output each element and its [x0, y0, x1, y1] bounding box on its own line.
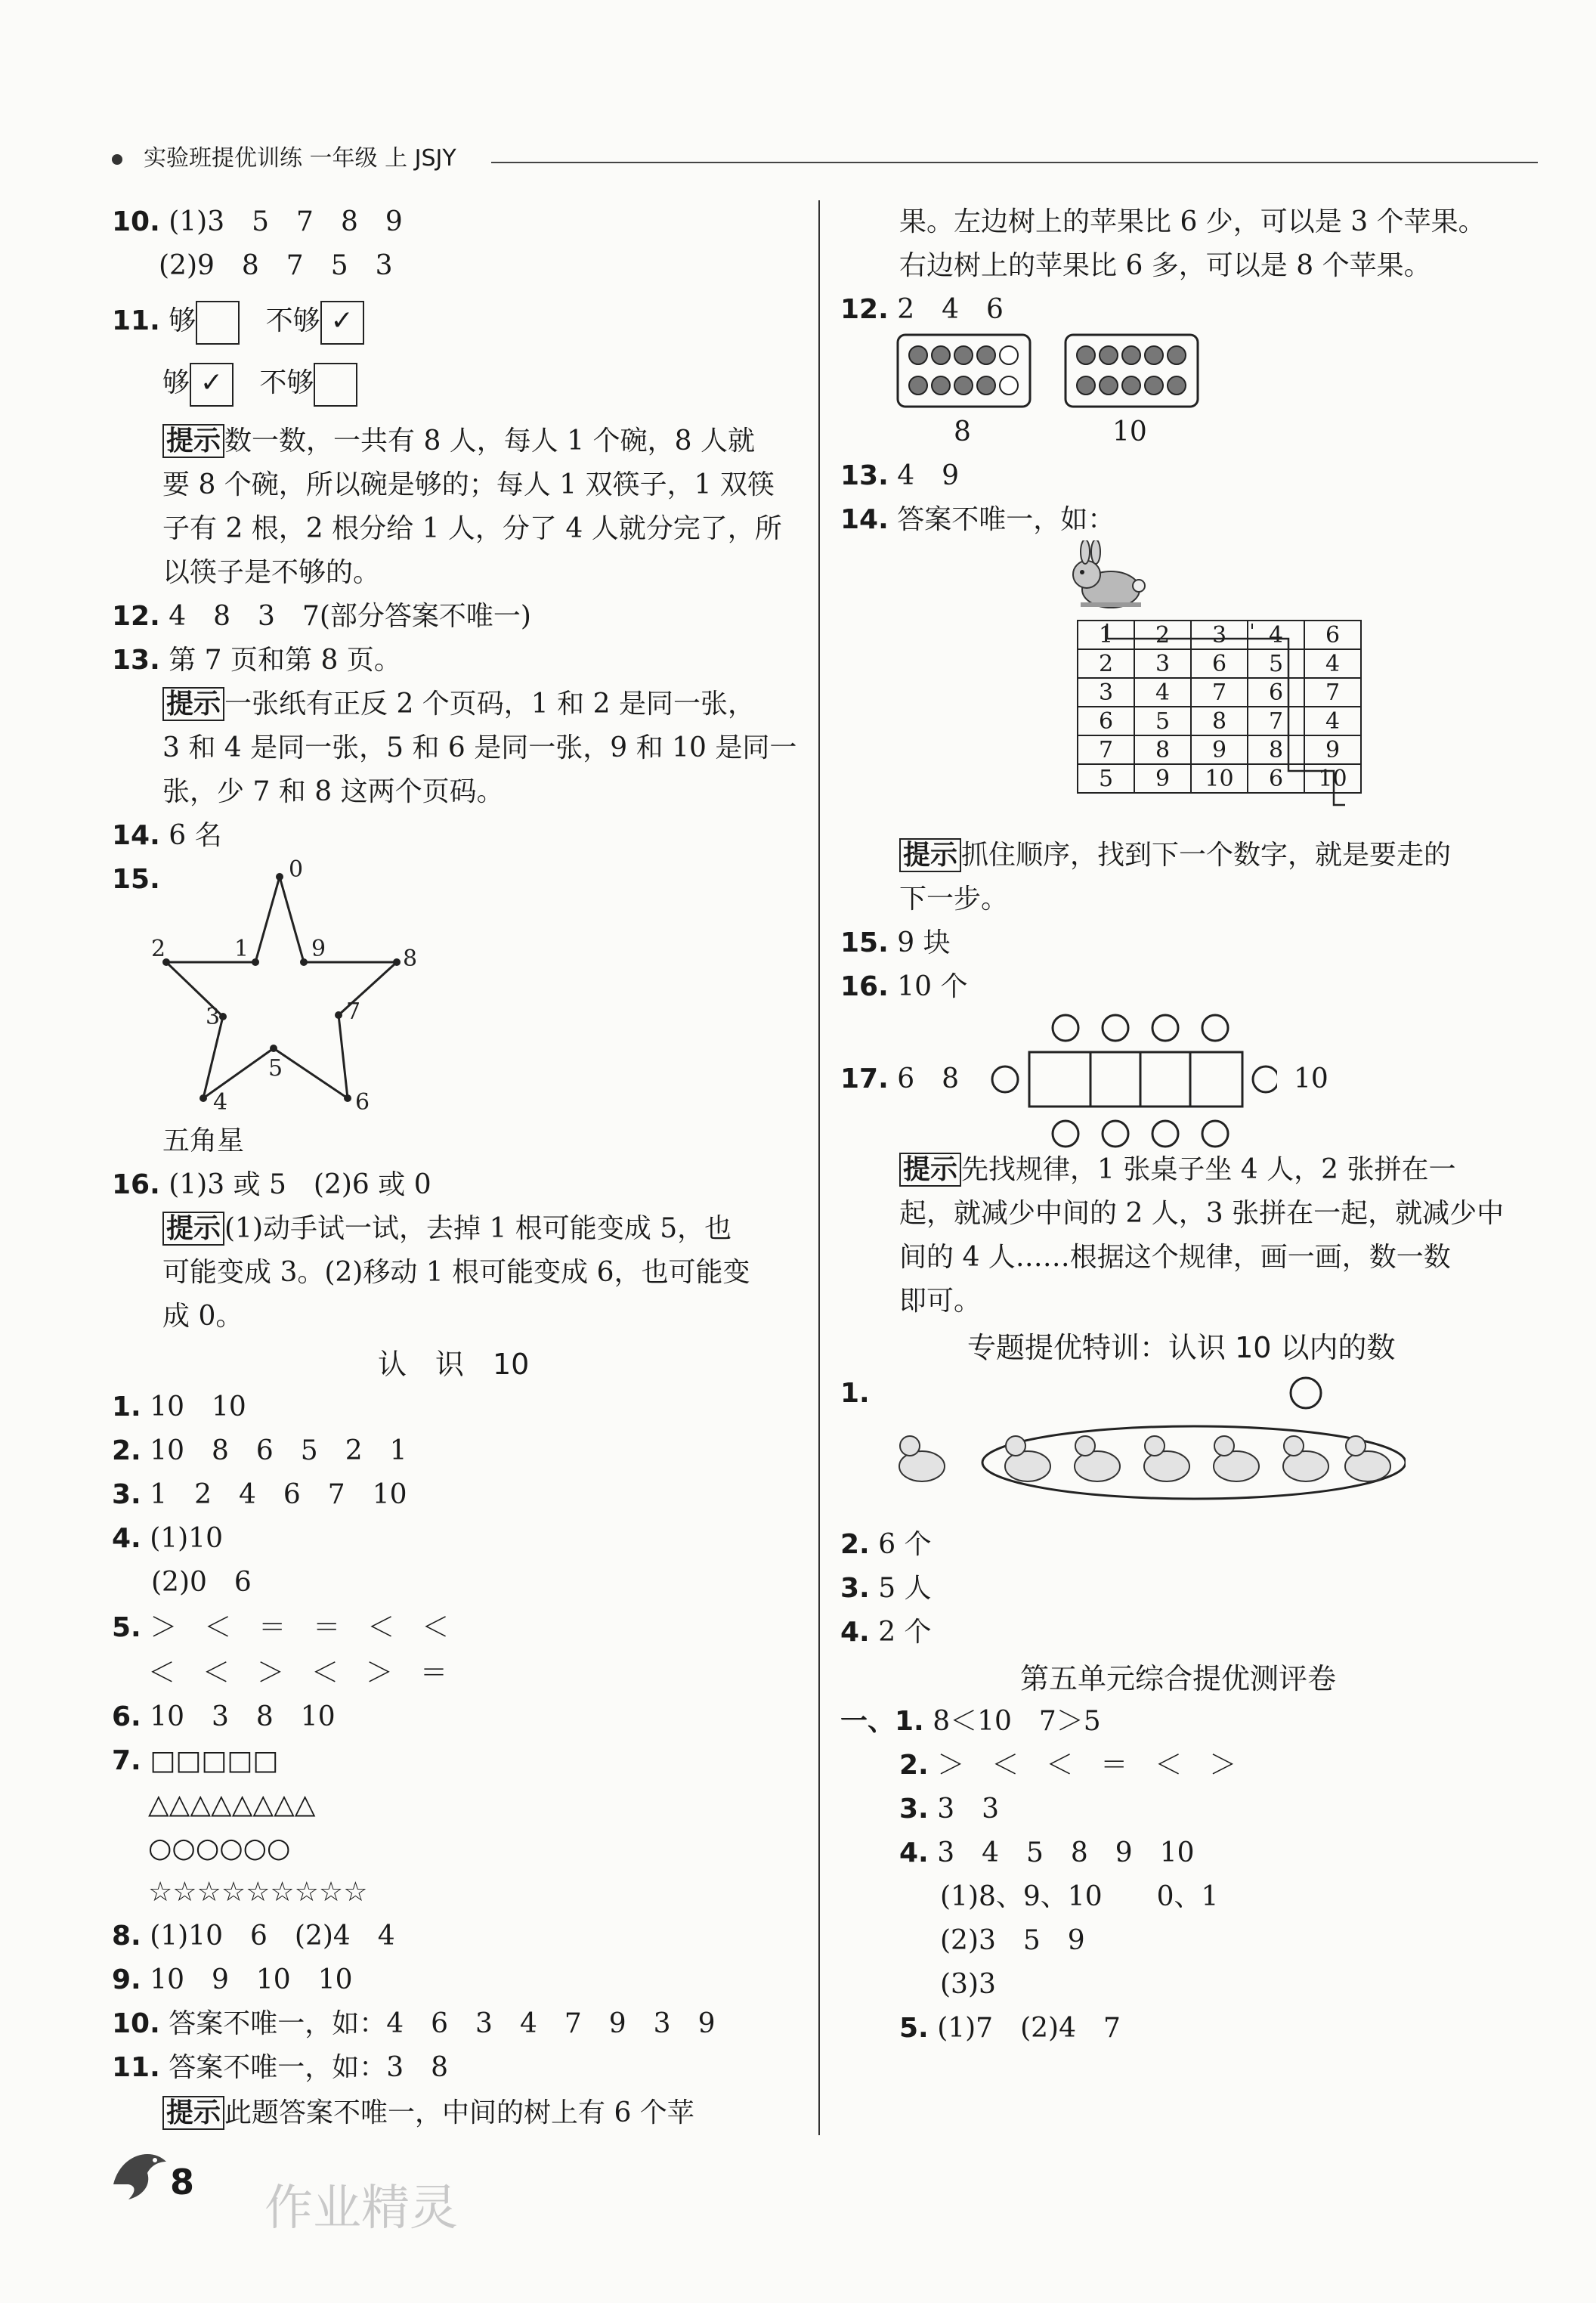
- maze-cell: 4: [1304, 649, 1361, 678]
- question-16: 16. (1)3 或 5 (2)6 或 0: [112, 1169, 431, 1200]
- hint-11-line2: 要 8 个碗，所以碗是够的；每人 1 双筷子，1 双筷: [162, 469, 775, 500]
- maze-cell: 7: [1304, 678, 1361, 707]
- maze-cell: 3: [1134, 649, 1191, 678]
- bead-frame-10: [1066, 335, 1198, 407]
- column-divider: [818, 200, 820, 2135]
- star-label-1: 1: [234, 936, 249, 962]
- know10-q2: 2. 10 8 6 5 2 1: [112, 1435, 407, 1466]
- know10-q7: 7. □□□□□: [112, 1745, 279, 1776]
- bead-frame-8: [898, 335, 1030, 407]
- maze-cell: 8: [1191, 707, 1248, 735]
- question-11-row2: 够 ✓ 不够: [162, 363, 357, 407]
- know10-q7-stars: ☆☆☆☆☆☆☆☆☆: [148, 1877, 368, 1908]
- maze-cell: 7: [1248, 707, 1304, 735]
- special-q2: 2. 6 个: [840, 1529, 932, 1560]
- answer-10-2: (2)9 8 7 5 3: [159, 250, 393, 281]
- know10-q9: 9. 10 9 10 10: [112, 1964, 353, 1995]
- bead-label-8: 8: [954, 416, 971, 447]
- hint-r14-line2: 下一步。: [899, 884, 1009, 915]
- r-question-17-answer: 10: [1294, 1063, 1328, 1094]
- maze-row: [1078, 649, 1361, 678]
- bead-label-10: 10: [1112, 416, 1147, 447]
- checkbox-checked: ✓: [320, 301, 364, 345]
- maze-cell: 10: [1191, 764, 1248, 793]
- star-label-2: 2: [151, 936, 166, 962]
- maze-cell: 8: [1248, 735, 1304, 764]
- maze-cell: 3: [1078, 678, 1134, 707]
- maze-row: [1078, 707, 1361, 735]
- continued-hint-line2: 右边树上的苹果比 6 多，可以是 8 个苹果。: [899, 250, 1431, 281]
- maze-cell: 2: [1134, 621, 1191, 649]
- r-question-15: 15. 9 块: [840, 927, 951, 958]
- maze-cell: 9: [1134, 764, 1191, 793]
- page-number: 8: [170, 2162, 195, 2202]
- maze-cell: 4: [1248, 621, 1304, 649]
- section-title-know-10: 认 识 10: [378, 1348, 530, 1381]
- unit-test-title: 第五单元综合提优测评卷: [1020, 1662, 1337, 1695]
- star-label-0: 0: [289, 856, 304, 883]
- maze-cell: 6: [1248, 764, 1304, 793]
- maze-cell: 7: [1191, 678, 1248, 707]
- header-dot: [112, 154, 122, 165]
- checkbox-checked: ✓: [190, 363, 234, 407]
- know10-q11: 11. 答案不唯一，如：3 8: [112, 2052, 449, 2083]
- know10-q3: 3. 1 2 4 6 7 10: [112, 1479, 407, 1510]
- hint-r14-line1: 提示 抓住顺序，找到下一个数字，就是要走的: [899, 839, 1451, 872]
- maze-cell: 9: [1191, 735, 1248, 764]
- duck-icon: [1283, 1436, 1328, 1481]
- maze-cell: 5: [1134, 707, 1191, 735]
- checkbox-empty: [196, 301, 240, 345]
- know10-q4: 4. (1)10: [112, 1523, 223, 1554]
- know10-q7-triangles: △△△△△△△△: [148, 1789, 316, 1820]
- maze-cell: 6: [1078, 707, 1134, 735]
- hint-r17-line1: 提示 先找规律，1 张桌子坐 4 人，2 张拼在一: [899, 1153, 1456, 1187]
- duck-icon: [899, 1436, 945, 1481]
- hint-13-line1: 提示 一张纸有正反 2 个页码，1 和 2 是同一张，: [162, 688, 755, 721]
- ducks-diagram: [877, 1372, 1406, 1508]
- hint-11-line1: 提示 数一数，一共有 8 人，每人 1 个碗，8 人就: [162, 425, 755, 458]
- know10-q8: 8. (1)10 6 (2)4 4: [112, 1921, 395, 1952]
- header-rule: [491, 162, 1538, 163]
- maze-cell: 6: [1304, 621, 1361, 649]
- question-10: 10. (1)3 5 7 8 9: [112, 206, 403, 237]
- star-label-7: 7: [346, 998, 361, 1025]
- hint-know10-11: 提示 此题答案不唯一，中间的树上有 6 个苹: [162, 2097, 694, 2130]
- tables-diagram: [982, 1013, 1277, 1156]
- duck-icon: [1144, 1436, 1189, 1481]
- maze-cell: 8: [1134, 735, 1191, 764]
- know10-q4-2: (2)0 6: [151, 1567, 252, 1598]
- hint-11-line3: 子有 2 根，2 根分给 1 人，分了 4 人就分完了，所: [162, 513, 782, 544]
- maze-cell: 4: [1304, 707, 1361, 735]
- maze-cell: 7: [1078, 735, 1134, 764]
- question-14: 14. 6 名: [112, 820, 222, 851]
- hint-16-line2: 可能变成 3。(2)移动 1 根可能变成 6，也可能变: [162, 1257, 750, 1288]
- r-question-12: 12. 2 4 6: [840, 294, 1004, 325]
- special-section-title: 专题提优特训：认识 10 以内的数: [967, 1331, 1396, 1364]
- hint-16-line1: 提示 (1)动手试一试，去掉 1 根可能变成 5，也: [162, 1212, 732, 1246]
- special-q4: 4. 2 个: [840, 1617, 932, 1648]
- watermark-text: 作业精灵: [264, 2181, 458, 2236]
- know10-q6: 6. 10 3 8 10: [112, 1701, 336, 1732]
- know10-q7-circles: ○○○○○○: [148, 1833, 291, 1864]
- star-label-8: 8: [403, 946, 418, 972]
- hint-13-line3: 张，少 7 和 8 这两个页码。: [162, 776, 504, 807]
- rabbit-image: [1066, 540, 1149, 612]
- maze-cell: 9: [1304, 735, 1361, 764]
- hint-r17-line2: 起，就减少中间的 2 人，3 张拼在一起，就减少中: [899, 1198, 1505, 1229]
- maze-cell: 4: [1134, 678, 1191, 707]
- know10-q1: 1. 10 10: [112, 1391, 246, 1422]
- star-label-4: 4: [213, 1089, 228, 1111]
- r-question-13: 13. 4 9: [840, 460, 960, 491]
- maze-row: [1078, 678, 1361, 707]
- question-15: 15.: [112, 864, 160, 895]
- question-11-row1: 11. 够 不够 ✓: [112, 301, 364, 345]
- maze-row: [1078, 735, 1361, 764]
- star-label-6: 6: [355, 1089, 370, 1111]
- maze-cell: 1: [1078, 621, 1134, 649]
- unit-q4: 4. 3 4 5 8 9 10: [899, 1837, 1195, 1868]
- unit-q4-3: (3)3: [940, 1969, 996, 2000]
- r-question-14: 14. 答案不唯一，如：: [840, 504, 1115, 535]
- maze-row: [1078, 764, 1361, 793]
- star-caption: 五角星: [162, 1125, 245, 1156]
- special-q3: 3. 5 人: [840, 1573, 932, 1604]
- star-label-3: 3: [206, 1004, 221, 1030]
- unit-q5: 5. (1)7 (2)4 7: [899, 2013, 1121, 2044]
- maze-cell: 5: [1078, 764, 1134, 793]
- unit-q4-1: (1)8、9、10 0、1: [940, 1881, 1219, 1912]
- question-13: 13. 第 7 页和第 8 页。: [112, 645, 401, 676]
- dolphin-logo-icon: [106, 2139, 174, 2207]
- star-label-9: 9: [311, 936, 326, 962]
- maze-row: [1078, 621, 1361, 649]
- continued-hint-line1: 果。左边树上的苹果比 6 少，可以是 3 个苹果。: [899, 206, 1486, 237]
- maze-cell: 6: [1191, 649, 1248, 678]
- r-question-16: 16. 10 个: [840, 971, 968, 1002]
- maze-cell: 10: [1304, 764, 1361, 793]
- header-title: 实验班提优训练 一年级 上 JSJY: [144, 145, 456, 172]
- unit-q2: 2. ＞ ＜ ＜ ＝ ＜ ＞: [899, 1750, 1237, 1781]
- unit-q1: 一、1. 8＜10 7＞5: [840, 1706, 1101, 1737]
- know10-q5-2: ＜ ＜ ＞ ＜ ＞ ＝: [148, 1658, 448, 1689]
- hint-16-line3: 成 0。: [162, 1301, 243, 1332]
- hint-r17-line3: 间的 4 人……根据这个规律，画一画，数一数: [899, 1242, 1451, 1273]
- duck-icon: [1075, 1436, 1120, 1481]
- duck-icon: [1005, 1436, 1050, 1481]
- number-maze-grid: [1077, 620, 1362, 794]
- duck-icon: [1214, 1436, 1259, 1481]
- know10-q5: 5. ＞ ＜ ＝ ＝ ＜ ＜: [112, 1612, 450, 1643]
- hint-11-line4: 以筷子是不够的。: [162, 557, 381, 588]
- maze-cell: 5: [1248, 649, 1304, 678]
- star-diagram: [144, 854, 431, 1111]
- hint-13-line2: 3 和 4 是同一张，5 和 6 是同一张，9 和 10 是同一: [162, 732, 797, 763]
- r-question-17: 17. 6 8: [840, 1063, 960, 1094]
- checkbox-empty: [314, 363, 357, 407]
- unit-q3: 3. 3 3: [899, 1794, 999, 1825]
- maze-cell: 3: [1191, 621, 1248, 649]
- unit-q4-2: (2)3 5 9: [940, 1925, 1085, 1956]
- star-label-5: 5: [268, 1055, 283, 1082]
- bead-frames: [895, 333, 1213, 416]
- maze-cell: 2: [1078, 649, 1134, 678]
- know10-q10: 10. 答案不唯一，如：4 6 3 4 7 9 3 9: [112, 2008, 716, 2039]
- special-q1: 1.: [840, 1378, 870, 1409]
- hint-r17-line4: 即可。: [899, 1286, 982, 1317]
- maze-cell: 6: [1248, 678, 1304, 707]
- question-12: 12. 4 8 3 7(部分答案不唯一): [112, 601, 531, 632]
